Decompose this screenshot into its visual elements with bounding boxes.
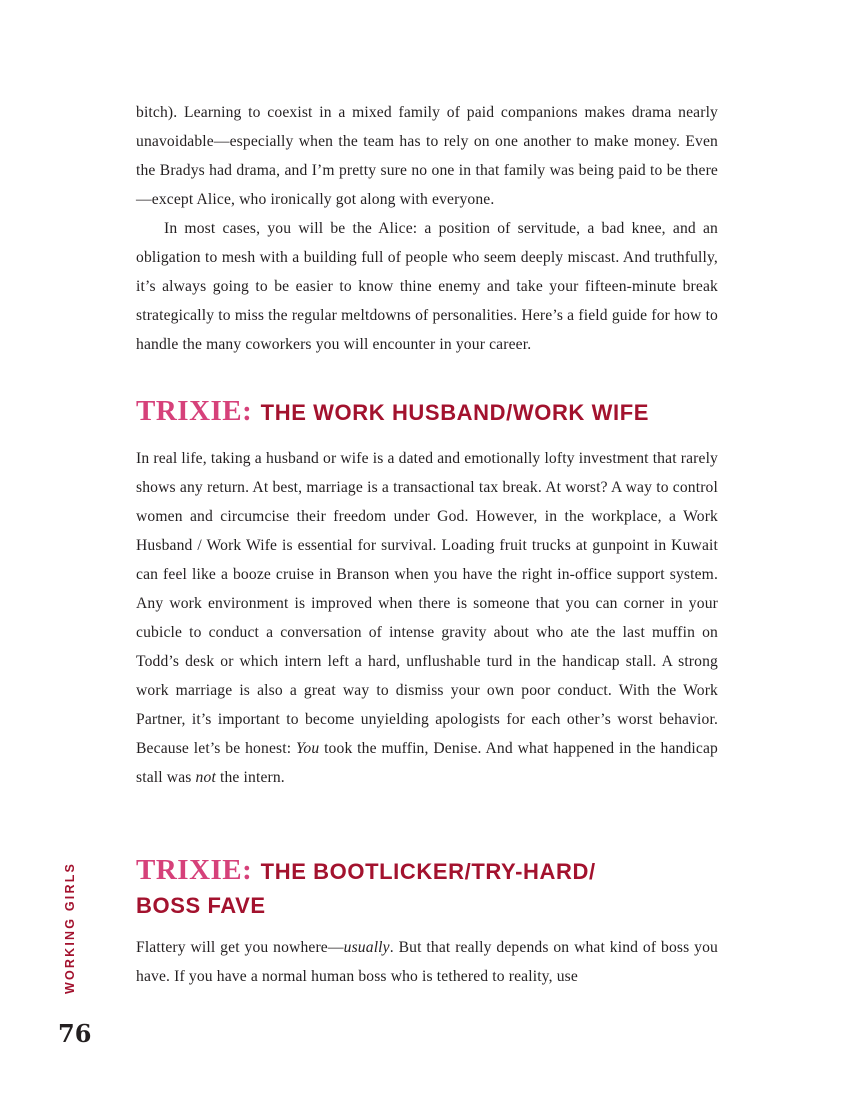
emphasis-text: usually bbox=[343, 939, 390, 956]
emphasis-text: You bbox=[295, 740, 320, 757]
heading-prefix: TRIXIE: bbox=[136, 854, 253, 886]
paragraph-text: In real life, taking a husband or wife is a dated and emotionally lofty investment that rarely shows any return. At best, marriage is a transactional tax break. At worst? A way to control women and circumcise their freedom under God. However, in the workplace, a Work Husband / Work Wife is essential for survival. Loading fruit trucks at gunpoint in Kuwait can feel like a booze cruise in Branson when you have the right in-office support system. Any work environment is improved when there is someone that you can corner in your cubicle to conduct a conversation of intense gravity about who ate the last muffin on Todd’s desk or which intern left a hard, unflushable turd in the handicap stall. A strong work marriage is also a great way to dismiss your own poor conduct. With the Work Partner, it’s important to become unyielding apologists for each other’s worst behavior. Because let’s be honest: bbox=[136, 450, 718, 757]
running-section-label: WORKING GIRLS bbox=[63, 861, 77, 994]
paragraph-text: took the muffin, Denise. And what happened in the handicap stall was bbox=[136, 740, 718, 786]
section-heading-work-husband bbox=[136, 391, 736, 433]
body-paragraph-2: In most cases, you will be the Alice: a position of servitude, a bad knee, and an obligation to mesh with a building full of people who seem deeply miscast. And truthfully, it’s always going to be easier to know thine enemy and take your fifteen-minute break strategically to miss the regular meltdowns of personalities. Here’s a field guide for how to handle the many coworkers you will encounter in your career. bbox=[136, 220, 718, 353]
paragraph-text: Flattery will get you nowhere— bbox=[136, 939, 344, 956]
section-heading-bootlicker bbox=[136, 854, 736, 922]
paragraph-text: the intern. bbox=[215, 769, 285, 786]
heading-title-line-2: BOSS FAVE bbox=[136, 893, 266, 918]
emphasis-text: not bbox=[195, 769, 216, 786]
paragraph-text: . But that really depends on what kind of boss you have. If you have a normal human boss who is tethered to reality, use bbox=[136, 939, 719, 985]
intro-text-block bbox=[136, 98, 718, 359]
heading-title-line-1: THE BOOTLICKER/TRY-HARD/ bbox=[260, 859, 596, 884]
page-number: 76 bbox=[58, 1019, 92, 1048]
body-paragraph-1: bitch). Learning to coexist in a mixed family of paid companions makes drama nearly unavoidable—especially when the team has to rely on one another to make money. Even the Bradys had drama, and I’m pretty sure no one in that family was being paid to be there—except Alice, who ironically got along with everyone. bbox=[136, 104, 718, 208]
body-paragraph-4 bbox=[136, 933, 718, 991]
body-paragraph-3 bbox=[136, 444, 718, 792]
heading-title: THE WORK HUSBAND/WORK WIFE bbox=[260, 400, 650, 425]
heading-prefix: TRIXIE: bbox=[136, 395, 253, 427]
